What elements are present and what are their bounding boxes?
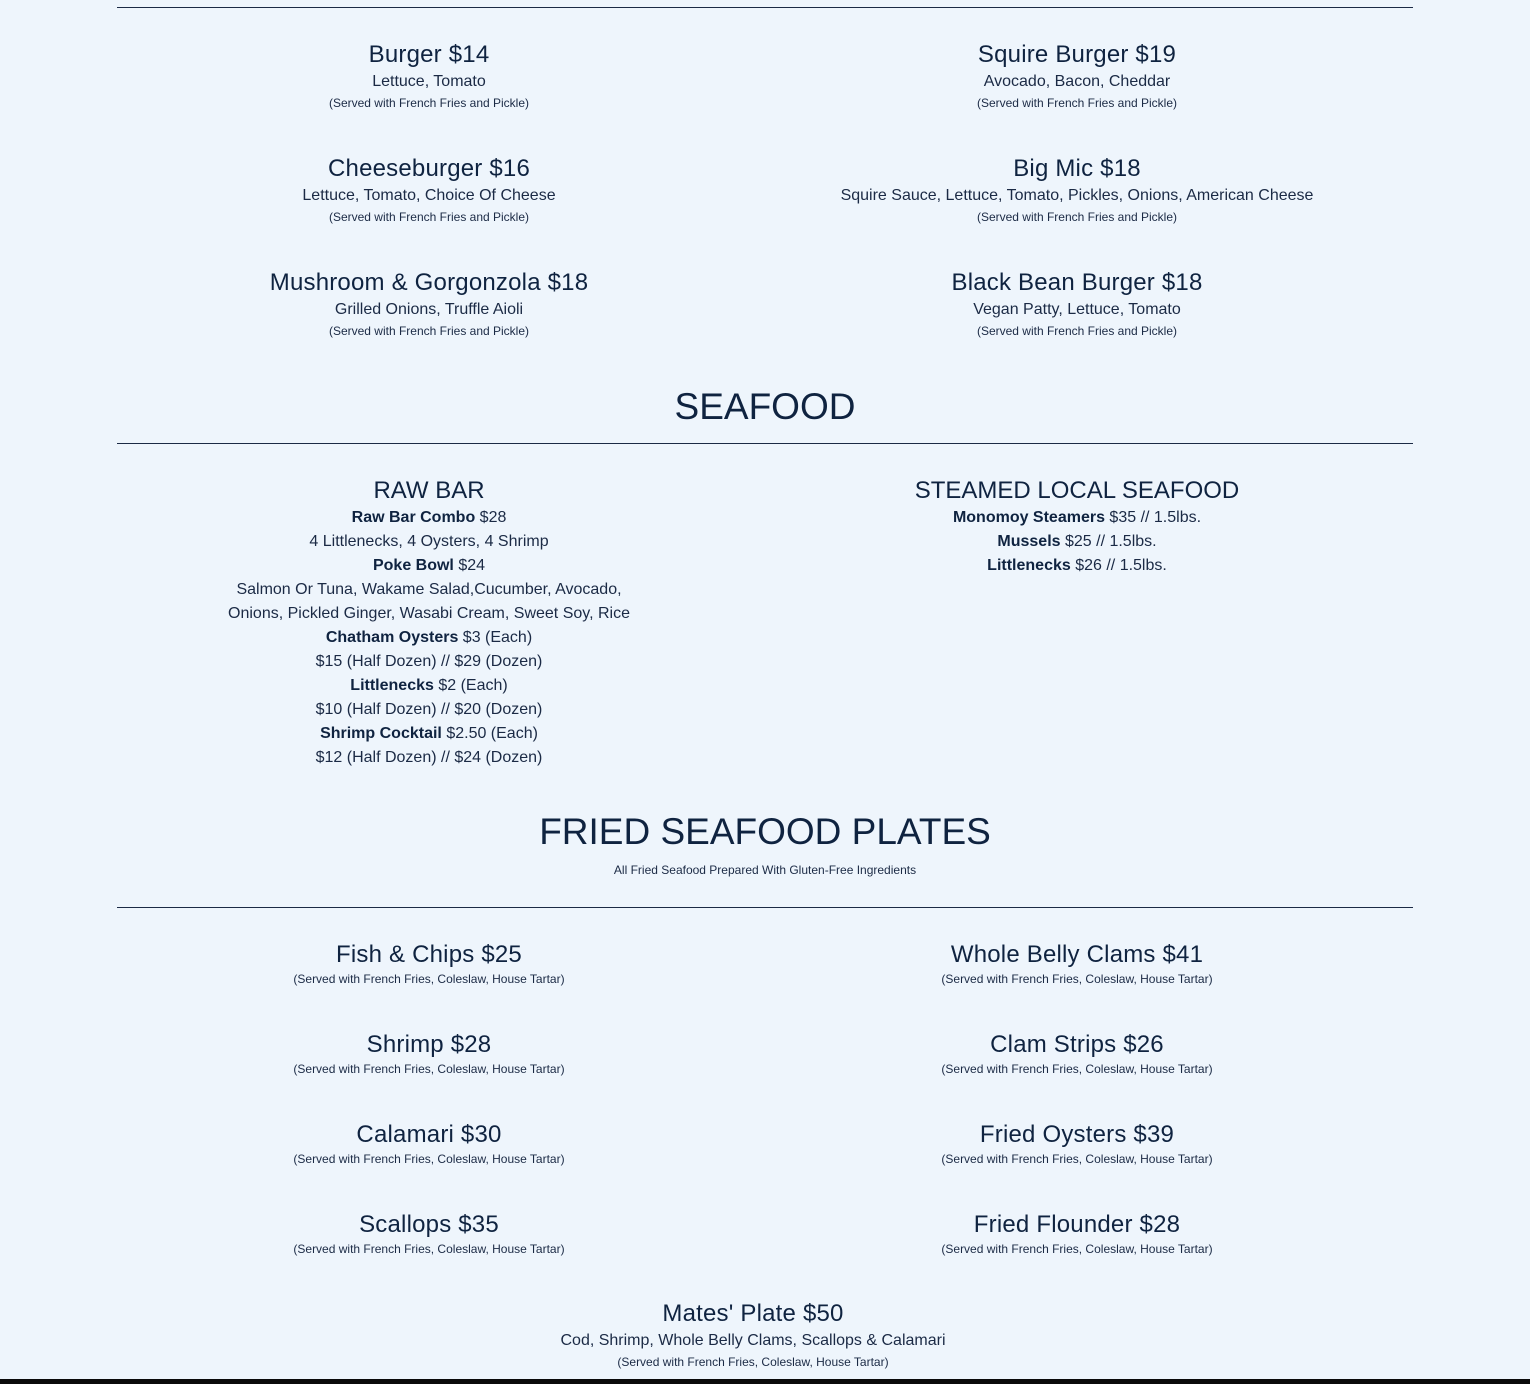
steamed-line-text: $25 // 1.5lbs. xyxy=(1060,533,1157,550)
raw-bar-line-text: $3 (Each) xyxy=(458,629,533,646)
steamed-line-text: $35 // 1.5lbs. xyxy=(1104,509,1202,526)
raw-bar-line-text: $2.50 (Each) xyxy=(441,725,538,742)
section-subheading-fried: All Fried Seafood Prepared With Gluten-Free Ingredients xyxy=(613,863,917,877)
menu-item-note: (Served with French Fries and Pickle) xyxy=(328,210,530,224)
menu-item-note: (Served with French Fries, Coleslaw, House Tartar) xyxy=(941,1062,1213,1076)
menu-item-note: (Served with French Fries, Coleslaw, House Tartar) xyxy=(941,1242,1213,1256)
menu-item-desc: Grilled Onions, Truffle Aioli xyxy=(334,301,524,318)
menu-item xyxy=(117,940,741,987)
raw-bar-line-bold: Chatham Oysters xyxy=(325,629,459,646)
menu-item-title: Mates' Plate $50 xyxy=(662,1300,844,1327)
section-heading-fried: FRIED SEAFOOD PLATES xyxy=(539,811,991,852)
menu-item-note: (Served with French Fries, Coleslaw, House Tartar) xyxy=(941,1152,1213,1166)
raw-bar-line-bold: Poke Bowl xyxy=(372,557,454,574)
page-bottom-bar xyxy=(0,1379,1530,1384)
menu-item-desc: Lettuce, Tomato, Choice Of Cheese xyxy=(302,187,556,204)
raw-bar-line-text: Onions, Pickled Ginger, Wasabi Cream, Sweet Soy, Rice xyxy=(228,605,630,622)
menu-item xyxy=(765,1030,1389,1077)
menu-item-title: Fried Oysters $39 xyxy=(979,1121,1175,1148)
menu-item-note: (Served with French Fries, Coleslaw, House Tartar) xyxy=(293,1152,565,1166)
menu-item-note: (Served with French Fries, Coleslaw, House Tartar) xyxy=(293,1242,565,1256)
raw-bar-line-bold: Littlenecks xyxy=(350,677,434,694)
menu-item-title: Clam Strips $26 xyxy=(990,1031,1164,1058)
menu-item-note: (Served with French Fries and Pickle) xyxy=(976,324,1178,338)
menu-item-title: Fried Flounder $28 xyxy=(973,1211,1181,1238)
menu-item xyxy=(117,1210,741,1257)
menu-item-title: Whole Belly Clams $41 xyxy=(950,941,1204,968)
steamed-title: STEAMED LOCAL SEAFOOD xyxy=(914,477,1240,504)
raw-bar-line-text: $28 xyxy=(475,509,507,526)
menu-item-title: Calamari $30 xyxy=(356,1121,502,1148)
menu-item xyxy=(765,1120,1389,1167)
menu-item-note: (Served with French Fries and Pickle) xyxy=(328,324,530,338)
steamed-line-bold: Mussels xyxy=(997,533,1061,550)
raw-bar-line-text: 4 Littlenecks, 4 Oysters, 4 Shrimp xyxy=(309,533,549,550)
menu-item-mates-plate xyxy=(441,1299,1065,1370)
raw-bar-line-text: $15 (Half Dozen) // $29 (Dozen) xyxy=(315,653,543,670)
menu-item-title: Mushroom & Gorgonzola $18 xyxy=(269,269,589,296)
menu-item-note: (Served with French Fries, Coleslaw, House Tartar) xyxy=(293,1062,565,1076)
steamed-line-bold: Littlenecks xyxy=(987,557,1071,574)
section-heading-seafood: SEAFOOD xyxy=(674,386,856,427)
raw-bar-line-text: $12 (Half Dozen) // $24 (Dozen) xyxy=(315,749,543,766)
menu-item-desc: Avocado, Bacon, Cheddar xyxy=(983,73,1171,90)
menu-item-note: (Served with French Fries, Coleslaw, House Tartar) xyxy=(293,972,565,986)
raw-bar-line-bold: Shrimp Cocktail xyxy=(320,725,442,742)
fried-right-column xyxy=(765,0,1389,1290)
menu-item-title: Big Mic $18 xyxy=(1013,155,1141,182)
menu-item-desc: Vegan Patty, Lettuce, Tomato xyxy=(973,301,1181,318)
menu-item-note: (Served with French Fries and Pickle) xyxy=(328,96,530,110)
raw-bar-line-text: $24 xyxy=(453,557,486,574)
menu-item-title: Shrimp $28 xyxy=(366,1031,492,1058)
menu-item-title: Black Bean Burger $18 xyxy=(951,269,1203,296)
menu-item-desc: Cod, Shrimp, Whole Belly Clams, Scallops & Calamari xyxy=(560,1332,946,1349)
menu-item-title: Burger $14 xyxy=(368,41,490,68)
steamed-line-text: $26 // 1.5lbs. xyxy=(1070,557,1167,574)
steamed-line-bold: Monomoy Steamers xyxy=(952,509,1105,526)
menu-item-desc: Lettuce, Tomato xyxy=(372,73,486,90)
menu-item-title: Cheeseburger $16 xyxy=(327,155,530,182)
menu-item xyxy=(117,1030,741,1077)
menu-item-title: Scallops $35 xyxy=(359,1211,499,1238)
fried-left-column xyxy=(117,0,741,1290)
menu-item xyxy=(117,1120,741,1167)
menu-item-note: (Served with French Fries, Coleslaw, House Tartar) xyxy=(617,1355,889,1369)
menu-item-note: (Served with French Fries and Pickle) xyxy=(976,210,1178,224)
raw-bar-line-text: $2 (Each) xyxy=(433,677,508,694)
raw-bar-line-text: Salmon Or Tuna, Wakame Salad,Cucumber, Avocado, xyxy=(236,581,622,598)
menu-item-desc: Squire Sauce, Lettuce, Tomato, Pickles, Onions, American Cheese xyxy=(840,187,1314,204)
menu-item-note: (Served with French Fries, Coleslaw, House Tartar) xyxy=(941,972,1213,986)
menu-item xyxy=(765,940,1389,987)
menu-item-title: Squire Burger $19 xyxy=(977,41,1177,68)
menu-item-note: (Served with French Fries and Pickle) xyxy=(976,96,1178,110)
raw-bar-line-bold: Raw Bar Combo xyxy=(351,509,476,526)
menu-item xyxy=(765,1210,1389,1257)
raw-bar-line-text: $10 (Half Dozen) // $20 (Dozen) xyxy=(315,701,543,718)
raw-bar-title: RAW BAR xyxy=(373,477,485,504)
menu-item-title: Fish & Chips $25 xyxy=(336,941,522,968)
